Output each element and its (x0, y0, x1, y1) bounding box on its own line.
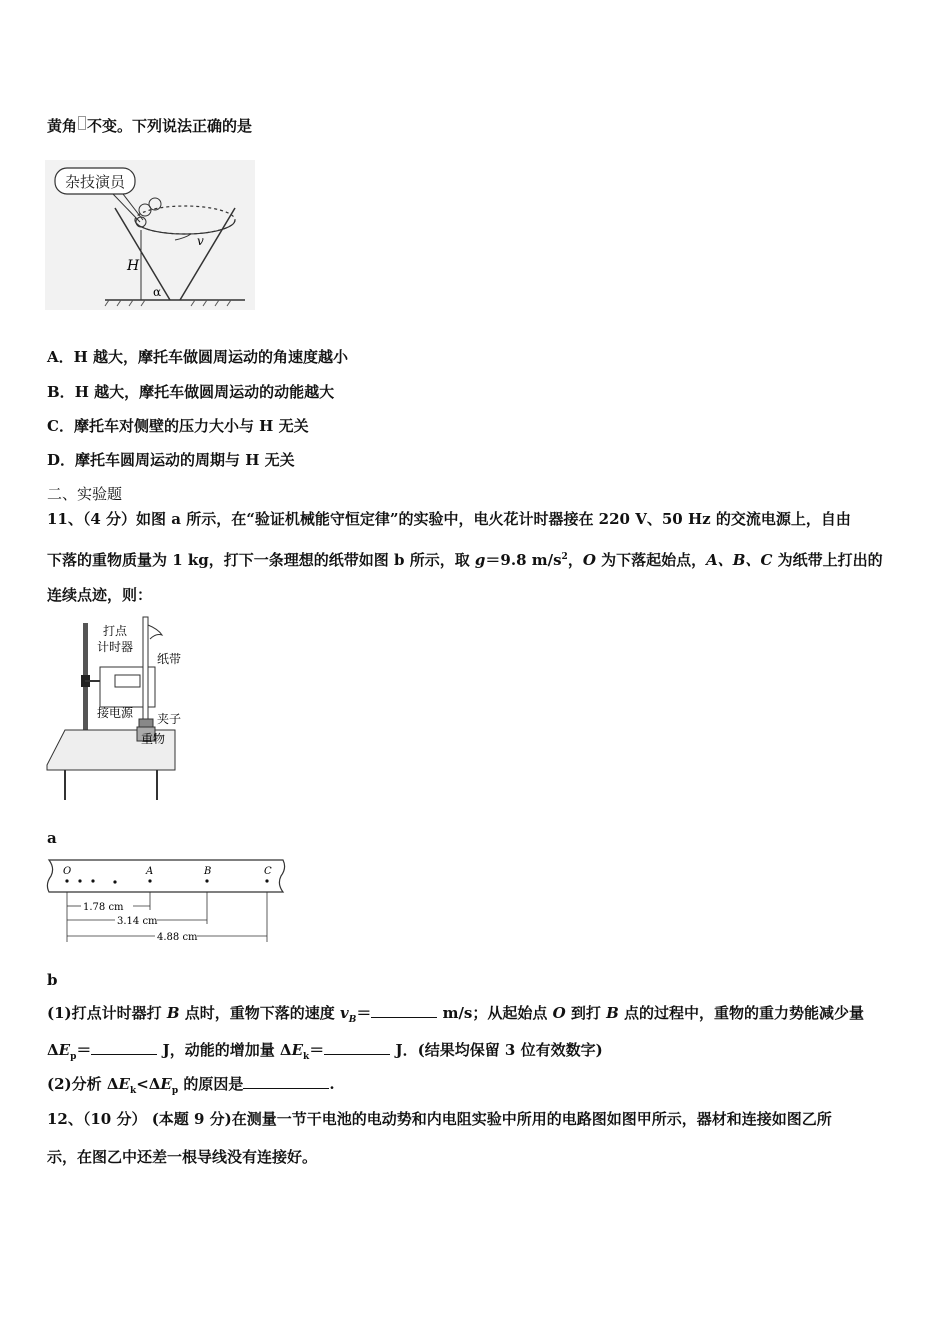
q11-line2 (47, 547, 883, 570)
q11-l2e: 为纸带上打出的 (772, 551, 883, 569)
p2-t3: 的原因是 (178, 1075, 244, 1093)
kinetic-energy-answer-blank[interactable] (324, 1040, 390, 1055)
option-a-text: H 越大，摩托车做圆周运动的角速度越小 (73, 348, 349, 366)
p1-eq2: ＝ (309, 1041, 325, 1059)
q11-l2c: ， (567, 551, 583, 569)
q11-l2d: 为下落起始点， (595, 551, 707, 569)
p2-t1: (2)分析 Δ (47, 1075, 119, 1093)
option-b-letter: B． (47, 383, 75, 401)
o-symbol: O (582, 551, 596, 569)
q11-line3: 连续点迹，则： (47, 586, 153, 604)
figure-a-caption: a (47, 829, 57, 847)
figure-b-caption: b (47, 971, 58, 989)
point-a-label: A (146, 866, 154, 877)
p2-ksub: k (129, 1086, 137, 1096)
p1-l2e: J．(结果均保留 3 位有效数字) (390, 1041, 603, 1059)
motorcycle-cone-figure (45, 160, 255, 310)
option-b (47, 382, 334, 402)
p2-e2: E (160, 1075, 172, 1093)
p2-psub: p (171, 1086, 179, 1096)
missing-glyph-box (78, 116, 86, 130)
p1-b1: B (166, 1004, 180, 1022)
velocity-answer-blank[interactable] (371, 1003, 437, 1018)
distance-ob: 3.14 cm (117, 916, 158, 927)
timer-label-1: 打点 (103, 624, 128, 638)
option-a (47, 347, 348, 367)
q10-text-a: 黄角 (47, 117, 78, 135)
p1-l2c: J，动能的增加量 Δ (157, 1041, 292, 1059)
paper-tape-figure (45, 858, 290, 948)
p1-t2: 点时，重物下落的速度 (179, 1004, 340, 1022)
abc-symbols: A、B、C (706, 551, 773, 569)
q11-part1-line1 (47, 1003, 864, 1030)
p1-v: v (340, 1004, 349, 1022)
option-c-letter: C． (47, 417, 74, 435)
p1-e2: E (291, 1041, 304, 1059)
q11-line1: 11、（4 分）如图 a 所示，在“验证机械能守恒定律”的实验中，电火花计时器接在 220 V、50 Hz 的交流电源上，自由 (47, 510, 851, 528)
clip-label: 夹子 (157, 712, 182, 726)
option-a-letter: A． (47, 348, 74, 366)
p1-ksub: k (303, 1052, 310, 1062)
section-title: 二、实验题 (47, 485, 123, 503)
p1-t3: ＝ (356, 1004, 372, 1022)
velocity-label: v (197, 234, 204, 248)
p1-t4: m/s；从起始点 (437, 1004, 553, 1022)
p2-t2: <Δ (136, 1075, 161, 1093)
p1-eq1: ＝ (76, 1041, 92, 1059)
point-b-label: B (204, 866, 212, 877)
q11-l2a: 下落的重物质量为 1 kg，打下一条理想的纸带如图 b 所示，取 (47, 551, 475, 569)
p1-t5: 到打 (565, 1004, 607, 1022)
q12-line2: 示，在图乙中还差一根导线没有连接好。 (47, 1148, 318, 1166)
point-c-label: C (264, 866, 272, 877)
q11-l2b: ＝9.8 m/s (485, 551, 562, 569)
distance-oc: 4.88 cm (157, 932, 198, 943)
q10-tail-line (47, 116, 252, 136)
option-d-letter: D． (47, 451, 76, 469)
g-symbol: g (474, 551, 486, 569)
weight-label: 重物 (141, 732, 166, 746)
q11-part1-line2 (47, 1040, 603, 1067)
q11-part2 (47, 1074, 335, 1101)
p1-t6: 点的过程中，重物的重力势能减少量 (618, 1004, 865, 1022)
angle-label: α (153, 285, 162, 299)
squared: 2 (561, 552, 568, 562)
option-c-text: 摩托车对侧壁的压力大小与 H 无关 (73, 417, 309, 435)
p1-delta1: Δ (47, 1041, 59, 1059)
reason-answer-blank[interactable] (243, 1074, 329, 1089)
option-b-text: H 越大，摩托车做圆周运动的动能越大 (74, 383, 335, 401)
p1-o: O (552, 1004, 566, 1022)
p1-psub: p (70, 1052, 77, 1062)
point-o-label: O (63, 866, 72, 877)
potential-energy-answer-blank[interactable] (91, 1040, 157, 1055)
timer-label-2: 计时器 (97, 640, 134, 654)
p1-e1: E (58, 1041, 71, 1059)
distance-oa: 1.78 cm (83, 902, 124, 913)
q10-text-b: 不变。下列说法正确的是 (87, 117, 253, 135)
power-label: 接电源 (97, 706, 134, 720)
performer-label: 杂技演员 (64, 173, 126, 191)
apparatus-figure (45, 615, 205, 805)
p1-b2: B (606, 1004, 619, 1022)
p1-t1: (1)打点计时器打 (47, 1004, 167, 1022)
option-c (47, 416, 309, 436)
p2-t4: . (329, 1075, 335, 1093)
height-label: H (127, 258, 140, 274)
option-d-text: 摩托车圆周运动的周期与 H 无关 (75, 451, 295, 469)
tape-label: 纸带 (157, 652, 182, 666)
option-d (47, 450, 295, 470)
p2-e1: E (118, 1075, 130, 1093)
q12-line1: 12、（10 分） (本题 9 分)在测量一节干电池的电动势和内电阻实验中所用的电路图如图甲所示，器材和连接如图乙所 (47, 1110, 832, 1128)
p1-vsub: B (348, 1015, 357, 1025)
